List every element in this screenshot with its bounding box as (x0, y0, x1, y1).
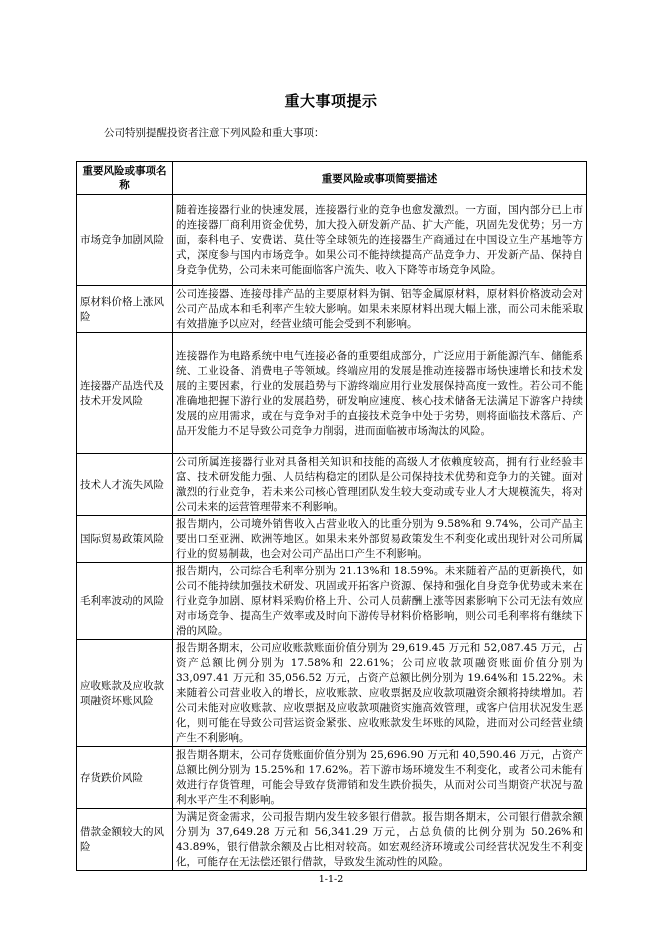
page-number: 1-1-2 (318, 874, 344, 885)
risk-name: 原材料价格上涨风险 (77, 286, 173, 333)
risk-description: 公司所属连接器行业对具备相关知识和技能的高级人才依赖度较高，拥有行业经验丰富、技术研发能力强、人员结构稳定的团队是公司保持技术优势和竞争力的关键。面对激烈的行业竞争，若未来公司核心管理团队发生较大变动或专业人才大规模流失，将对公司未来的运营管理带来不利影响。 (173, 454, 587, 516)
risk-name: 毛利率波动的风险 (77, 563, 173, 640)
risk-name: 存货跌价风险 (77, 747, 173, 809)
risk-name: 借款金额较大的风险 (77, 809, 173, 871)
risk-description: 公司连接器、连接母排产品的主要原材料为铜、铝等金属原材料，原材料价格波动会对公司产品成本和毛利率产生较大影响。如果未来原材料出现大幅上涨，而公司未能采取有效措施予以应对，经营业绩可能会受到不利影响。 (173, 286, 587, 333)
risk-name: 国际贸易政策风险 (77, 516, 173, 563)
table-row (77, 640, 587, 747)
risk-table (76, 161, 587, 871)
risk-name: 技术人才流失风险 (77, 454, 173, 516)
page-title: 重大事项提示 (284, 92, 378, 110)
table-row (77, 563, 587, 640)
table-row (77, 454, 587, 516)
table-row (77, 747, 587, 809)
header-risk-name: 重要风险或事项名称 (77, 162, 173, 195)
intro-text: 公司特别提醒投资者注意下列风险和重大事项： (104, 127, 325, 139)
risk-description: 连接器作为电路系统中电气连接必备的重要组成部分，广泛应用于新能源汽车、储能系统、工业设备、消费电子等领域。终端应用的发展是推动连接器市场快速增长和技术发展的主要因素，行业的发展趋势与下游终端应用行业发展保持高度一致性。若公司不能准确地把握下游行业的发展趋势，研发响应速度、核心技术储备无法满足下游客户持续发展的应用需求，或在与竞争对手的直接技术竞争中处于劣势，则将面临技术落后、产品开发能力不足导致公司竞争力削弱，进而面临被市场淘汰的风险。 (173, 333, 587, 454)
table-row (77, 809, 587, 871)
risk-description: 报告期各期末，公司存货账面价值分别为 25,696.90 万元和 40,590.46 万元，占资产总额比例分别为 15.25%和 17.62%。若下游市场环境发生不利变化，或者公司未能有效进行存货管理，可能会导致存货滞销和发生跌价损失，从而对公司当期资产状况与盈利水平产生不利影响。 (173, 747, 587, 809)
risk-name: 连接器产品迭代及技术开发风险 (77, 333, 173, 454)
risk-description: 为满足资金需求，公司报告期内发生较多银行借款。报告期各期末，公司银行借款余额分别为 37,649.28 万元和 56,341.29 万元，占总负债的比例分别为 50.26%和 43.89%，银行借款余额及占比相对较高。如宏观经济环境或公司经营状况发生不利变化，可能存在无法偿还银行借款，导致发生流动性的风险。 (173, 809, 587, 871)
table-header-row (77, 162, 587, 195)
risk-description: 随着连接器行业的快速发展，连接器行业的竞争也愈发激烈。一方面，国内部分已上市的连接器厂商利用资金优势，加大投入研发新产品、扩大产能，巩固先发优势；另一方面，泰科电子、安费诺、莫仕等全球领先的连接器生产商通过在中国设立生产基地等方式，深度参与国内市场竞争。如果公司不能持续提高产品竞争力、开发新产品、保持自身竞争优势，公司未来可能面临客户流失、收入下降等市场竞争风险。 (173, 195, 587, 286)
header-risk-description: 重要风险或事项简要描述 (173, 162, 587, 195)
risk-description: 报告期内，公司综合毛利率分别为 21.13%和 18.59%。未来随着产品的更新换代，如公司不能持续加强技术研发、巩固或开拓客户资源、保持和强化自身竞争优势或未来在行业竞争加剧、原材料采购价格上升、公司人员薪酬上涨等因素影响下公司无法有效应对市场竞争、提高生产效率或及时向下游传导材料价格影响，则公司毛利率将有继续下滑的风险。 (173, 563, 587, 640)
table-row (77, 516, 587, 563)
table-row (77, 286, 587, 333)
risk-name: 市场竞争加剧风险 (77, 195, 173, 286)
table-row (77, 195, 587, 286)
risk-description: 报告期各期末，公司应收账款账面价值分别为 29,619.45 万元和 52,087.45 万元，占资产总额比例分别为 17.58%和 22.61%；公司应收款项融资账面价值分别为 33,097.41 万元和 35,056.52 万元，占资产总额比例分别为 19.64%和 15.22%。未来随着公司营业收入的增长，应收账款、应收票据及应收款项融资余额将持续增加。若公司未能对应收账款、应收票据及应收款项融资实施高效管理，或客户信用状况发生恶化，则可能在导致公司营运资金紧张、应收账款发生坏账的风险，进而对公司经营业绩产生不利影响。 (173, 640, 587, 747)
risk-name: 应收账款及应收款项融资坏账风险 (77, 640, 173, 747)
risk-description: 报告期内，公司境外销售收入占营业收入的比重分别为 9.58%和 9.74%，公司产品主要出口至亚洲、欧洲等地区。如果未来外部贸易政策发生不利变化或出现针对公司所属行业的贸易制裁，也会对公司产品出口产生不利影响。 (173, 516, 587, 563)
table-row (77, 333, 587, 454)
